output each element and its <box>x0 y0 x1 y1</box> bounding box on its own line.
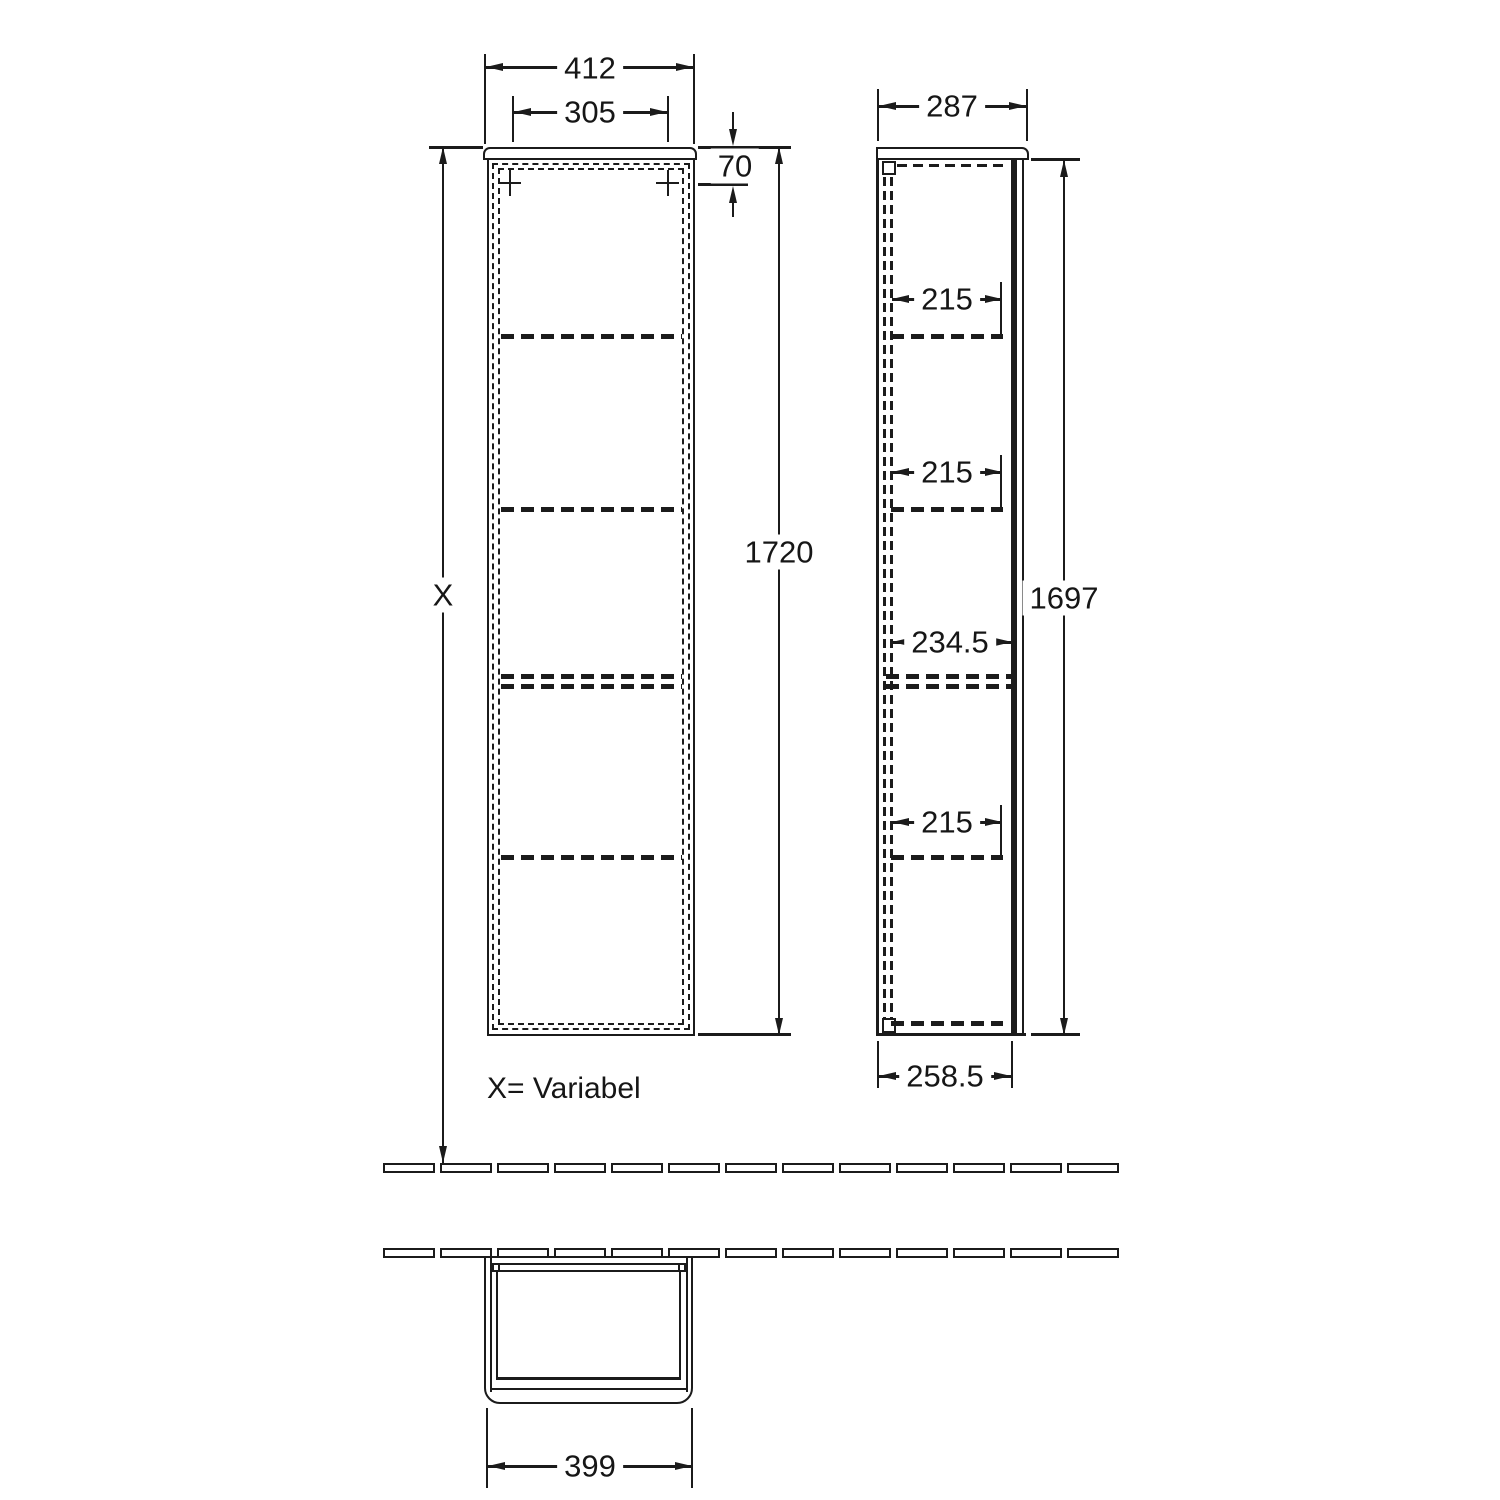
mounting-hole-cross-icon <box>656 182 679 184</box>
side-shelf-line <box>891 507 1003 512</box>
wall-strip <box>611 1163 663 1173</box>
side-back-panel-dashed <box>883 177 886 1018</box>
arrow-left-icon <box>892 818 909 826</box>
wall-strip <box>782 1248 834 1258</box>
side-back-wall-line <box>876 158 879 1036</box>
wall-strip <box>383 1163 435 1173</box>
dimension-line <box>442 147 444 1163</box>
dimension-label: 1720 <box>738 535 821 570</box>
top-view-wall-rail <box>492 1263 686 1272</box>
wall-strip <box>953 1163 1005 1173</box>
top-view-outer-outline <box>484 1256 693 1404</box>
extension-line <box>1031 1033 1080 1036</box>
extension-line <box>486 1408 488 1488</box>
extension-line <box>698 1033 791 1036</box>
wall-strip <box>1067 1163 1119 1173</box>
side-shelf-line <box>891 855 1003 860</box>
dimension-label: X <box>426 578 461 613</box>
extension-line <box>877 1041 879 1088</box>
extension-line <box>691 1408 693 1488</box>
top-view-door-line <box>490 1388 687 1390</box>
wall-strip <box>839 1163 891 1173</box>
extension-line <box>877 89 879 141</box>
arrow-down-icon <box>439 1146 447 1163</box>
top-view-carcass-side <box>679 1271 681 1379</box>
side-bottom-line <box>876 1033 1026 1036</box>
side-back-rail-top <box>882 161 896 175</box>
dimension-label: 215 <box>914 805 980 840</box>
dimension-label: 1697 <box>1023 581 1106 616</box>
wall-strip <box>383 1248 435 1258</box>
side-shelf-line <box>891 334 1003 339</box>
dimension-label: 70 <box>711 149 759 184</box>
side-fixed-shelf-line <box>886 674 1013 679</box>
mounting-hole-cross-icon <box>498 182 521 184</box>
dimension-label: 215 <box>914 282 980 317</box>
arrow-left-icon <box>514 108 531 116</box>
wall-strip <box>1010 1248 1062 1258</box>
arrow-right-icon <box>994 1072 1011 1080</box>
dimension-label: 412 <box>557 51 623 86</box>
extension-line <box>1031 158 1080 161</box>
arrow-right-icon <box>650 108 667 116</box>
arrow-left-icon <box>486 63 503 71</box>
dimension-label: 234.5 <box>904 625 996 660</box>
wall-strip <box>896 1248 948 1258</box>
side-door-thick-line <box>1011 158 1017 1036</box>
dimension-label: 215 <box>914 455 980 490</box>
arrow-left-icon <box>879 1072 896 1080</box>
arrow-up-icon <box>1060 160 1068 177</box>
arrow-left-icon <box>879 102 896 110</box>
wall-strip <box>440 1163 492 1173</box>
top-view-rail-endcap <box>498 1263 500 1272</box>
side-top-dashed-line <box>897 164 1007 167</box>
extension-line <box>693 54 695 144</box>
dimension-label: 287 <box>919 89 985 124</box>
tick-line <box>1000 282 1002 334</box>
wall-strip <box>839 1248 891 1258</box>
wall-strip <box>1010 1163 1062 1173</box>
extension-line <box>1011 1041 1013 1088</box>
side-top-panel <box>876 147 1029 160</box>
wall-strip <box>953 1248 1005 1258</box>
arrow-up-icon <box>729 186 737 203</box>
dimension-label: 399 <box>557 1449 623 1484</box>
top-view-carcass-side <box>496 1271 498 1379</box>
extension-line <box>1026 89 1028 141</box>
front-fixed-shelf-line <box>501 674 682 679</box>
front-shelf-line <box>501 334 682 339</box>
wall-strip <box>782 1163 834 1173</box>
front-door-dashed-outline-inner <box>498 168 684 1025</box>
wall-strip-row <box>383 1163 1119 1173</box>
arrow-down-icon <box>729 129 737 146</box>
wall-strip <box>554 1163 606 1173</box>
arrow-right-icon <box>676 63 693 71</box>
arrow-stem <box>732 201 734 217</box>
arrow-right-icon <box>995 638 1012 646</box>
arrow-right-icon <box>1009 102 1026 110</box>
extension-line <box>667 96 669 142</box>
side-bottom-dashed-line <box>891 1021 1003 1026</box>
wall-strip <box>497 1163 549 1173</box>
tick-line <box>1000 455 1002 507</box>
dimension-label: 258.5 <box>899 1059 991 1094</box>
side-fixed-shelf-line <box>886 684 1013 689</box>
wall-strip <box>668 1163 720 1173</box>
top-view-side-inner-line <box>490 1258 492 1392</box>
front-shelf-line <box>501 507 682 512</box>
arrow-left-icon <box>892 295 909 303</box>
wall-strip <box>725 1163 777 1173</box>
dimension-line <box>778 147 780 1035</box>
top-view-carcass-front-line <box>496 1377 681 1380</box>
arrow-left-icon <box>488 1462 505 1470</box>
wall-strip <box>896 1163 948 1173</box>
wall-strip <box>725 1248 777 1258</box>
arrow-down-icon <box>1060 1018 1068 1035</box>
arrow-up-icon <box>775 147 783 164</box>
front-shelf-line <box>501 855 682 860</box>
tick-line <box>1000 805 1002 857</box>
wall-strip <box>1067 1248 1119 1258</box>
dimension-label: 305 <box>557 95 623 130</box>
extension-line <box>429 146 483 149</box>
arrow-left-icon <box>892 468 909 476</box>
top-view-side-inner-line <box>686 1258 688 1392</box>
arrow-up-icon <box>439 147 447 164</box>
arrow-right-icon <box>675 1462 692 1470</box>
front-fixed-shelf-line <box>501 684 682 689</box>
side-back-panel-dashed <box>890 177 893 1018</box>
extension-line <box>512 96 514 142</box>
variable-note: X= Variabel <box>487 1072 641 1105</box>
